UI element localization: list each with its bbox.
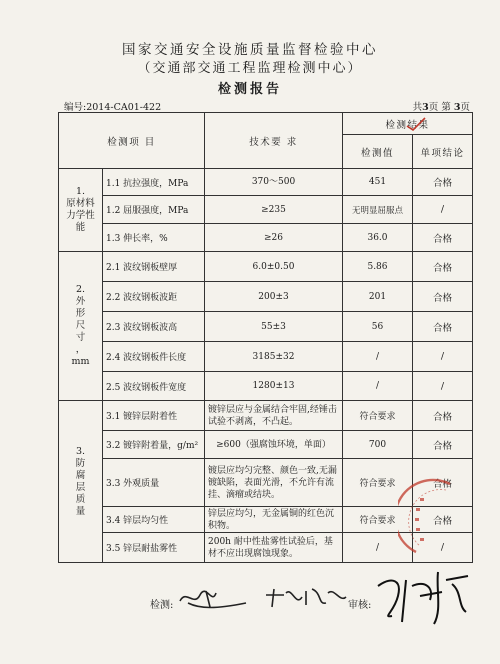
- category-cell: 1. 原材料 力学性 能: [59, 169, 103, 252]
- reviewer-label: 审核:: [348, 600, 372, 611]
- value-cell: 无明显屈服点: [343, 196, 413, 224]
- requirement-cell: 370～500: [205, 169, 343, 196]
- test-item-cell: 3.1 镀锌层附着性: [103, 401, 205, 431]
- test-item-cell: 2.2 波纹钢板波距: [103, 282, 205, 312]
- header-verdict: 单项结论: [413, 135, 473, 169]
- value-cell: 36.0: [343, 224, 413, 252]
- verdict-cell: 合格: [413, 507, 473, 533]
- test-item-cell: 1.2 屈服强度，MPa: [103, 196, 205, 224]
- header-value: 检测值: [343, 135, 413, 169]
- test-item-cell: 1.3 伸长率，%: [103, 224, 205, 252]
- category-cell: 2. 外 形 尺 寸 ， mm: [59, 252, 103, 401]
- table-row: [59, 282, 473, 312]
- table-row: [59, 196, 473, 224]
- test-item-cell: 2.4 波纹钢板件长度: [103, 342, 205, 372]
- org-name: 国家交通安全设施质量监督检验中心: [122, 42, 378, 58]
- value-cell: 56: [343, 312, 413, 342]
- value-cell: /: [343, 342, 413, 372]
- test-item-cell: 2.5 波纹钢板件宽度: [103, 372, 205, 401]
- verdict-cell: 合格: [413, 169, 473, 196]
- test-item-cell: 2.1 波纹钢板壁厚: [103, 252, 205, 282]
- verdict-cell: /: [413, 342, 473, 372]
- tester-signature-2: [262, 583, 352, 613]
- value-cell: 201: [343, 282, 413, 312]
- test-item-cell: 2.3 波纹钢板波高: [103, 312, 205, 342]
- table-row: [59, 169, 473, 196]
- value-cell: 符合要求: [343, 507, 413, 533]
- requirement-cell: 200±3: [205, 282, 343, 312]
- verdict-cell: /: [413, 533, 473, 563]
- page-counter: 共3页 第 3页: [412, 102, 470, 113]
- header-test-item: 检测项 目: [59, 113, 205, 169]
- requirement-cell: 6.0±0.50: [205, 252, 343, 282]
- requirement-cell: ≥26: [205, 224, 343, 252]
- verdict-cell: 合格: [413, 224, 473, 252]
- table-row: [59, 342, 473, 372]
- verdict-cell: /: [413, 196, 473, 224]
- report-number: 编号:2014-CA01-422: [64, 102, 162, 113]
- value-cell: /: [343, 533, 413, 563]
- value-cell: 700: [343, 431, 413, 459]
- test-item-cell: 3.4 锌层均匀性: [103, 507, 205, 533]
- test-item-cell: 3.2 镀锌附着量，g/m²: [103, 431, 205, 459]
- test-item-cell: 3.3 外观质量: [103, 459, 205, 507]
- org-subname: （交通部交通工程监理检测中心）: [137, 61, 363, 76]
- requirement-cell: 1280±13: [205, 372, 343, 401]
- requirement-cell: ≥600（强腐蚀环境，单面）: [205, 431, 343, 459]
- category-cell: 3. 防 腐 层 质 量: [59, 401, 103, 563]
- value-cell: 符合要求: [343, 401, 413, 431]
- table-row: [59, 372, 473, 401]
- tester-signature-1: [176, 583, 256, 613]
- report-title: 检测报告: [217, 82, 282, 97]
- value-cell: /: [343, 372, 413, 401]
- table-row: [59, 252, 473, 282]
- verdict-cell: 合格: [413, 282, 473, 312]
- verdict-cell: 合格: [413, 459, 473, 507]
- verdict-cell: 合格: [413, 252, 473, 282]
- tester-label: 检测:: [150, 600, 174, 611]
- requirement-cell: 镀层应均匀完整、颜色一致,无漏镀缺陷，表面光滑，不允许有流挂、滴瘤或结块。: [205, 459, 343, 507]
- verdict-cell: 合格: [413, 312, 473, 342]
- test-item-cell: 3.5 锌层耐盐雾性: [103, 533, 205, 563]
- table-row: [59, 224, 473, 252]
- table-row: [59, 401, 473, 431]
- header-result: 检测结果: [343, 113, 473, 135]
- verdict-cell: 合格: [413, 431, 473, 459]
- value-cell: 5.86: [343, 252, 413, 282]
- requirement-cell: 200h 耐中性盐雾性试验后，基材不应出现腐蚀现象。: [205, 533, 343, 563]
- requirement-cell: ≥235: [205, 196, 343, 224]
- verdict-cell: /: [413, 372, 473, 401]
- value-cell: 符合要求: [343, 459, 413, 507]
- verdict-cell: 合格: [413, 401, 473, 431]
- check-mark-icon: [405, 116, 427, 132]
- requirement-cell: 镀锌层应与金属结合牢固,经锤击试验不剥离，不凸起。: [205, 401, 343, 431]
- approval-stamp: [398, 478, 458, 558]
- requirement-cell: 锌层应均匀，无金属铜的红色沉积物。: [205, 507, 343, 533]
- reviewer-signature: [372, 566, 472, 626]
- value-cell: 451: [343, 169, 413, 196]
- test-item-cell: 1.1 抗拉强度，MPa: [103, 169, 205, 196]
- requirement-cell: 3185±32: [205, 342, 343, 372]
- table-row: [59, 312, 473, 342]
- requirement-cell: 55±3: [205, 312, 343, 342]
- header-requirement: 技术要 求: [205, 113, 343, 169]
- table-row: [59, 431, 473, 459]
